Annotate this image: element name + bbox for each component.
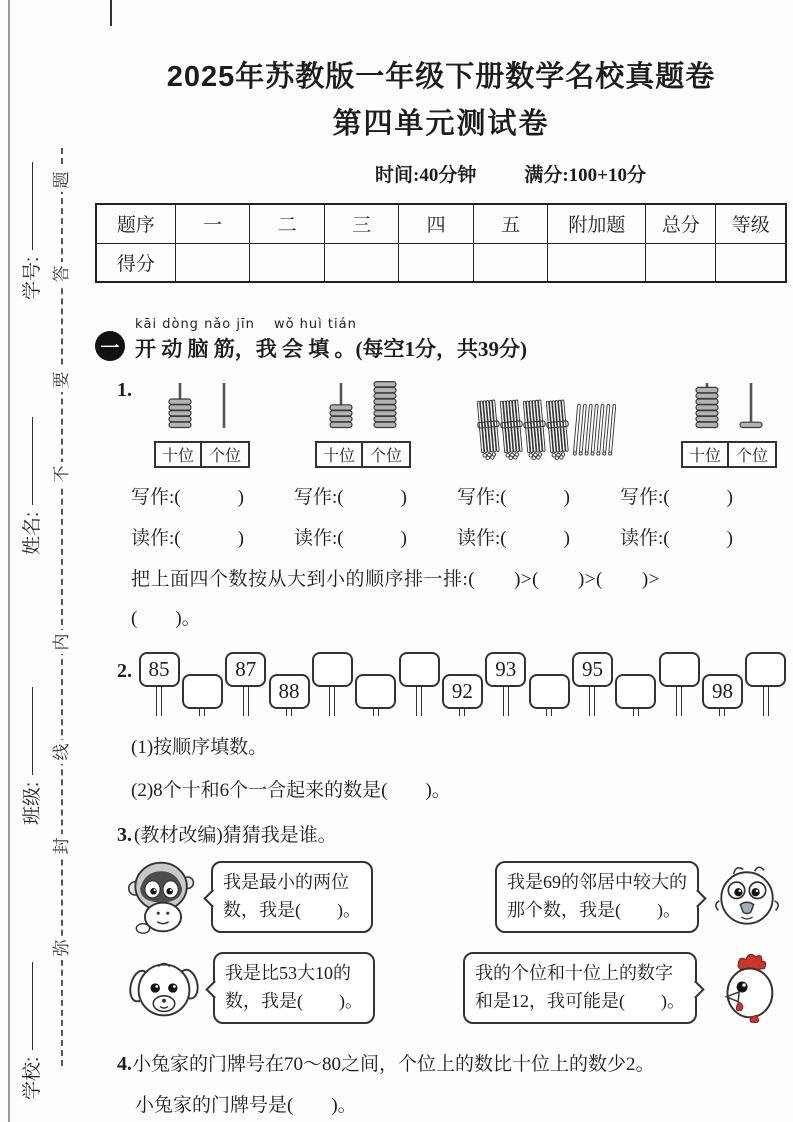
score-empty-cell bbox=[716, 243, 786, 282]
read-as-blank: 读作:( ) bbox=[620, 528, 733, 549]
sign-post bbox=[373, 709, 379, 716]
number-sign-value: 98 bbox=[702, 674, 743, 709]
number-sign bbox=[268, 674, 310, 716]
score-table-header-cell: 五 bbox=[473, 204, 548, 243]
sticks-drawing bbox=[476, 396, 616, 464]
student-info-field bbox=[18, 900, 42, 1100]
place-value-labels bbox=[681, 441, 777, 468]
seal-line-character: 答 bbox=[50, 262, 74, 286]
question-3-row-1 bbox=[123, 857, 787, 937]
student-info-field bbox=[18, 355, 42, 555]
read-as-blank: 读作:( ) bbox=[457, 528, 570, 549]
number-sign bbox=[701, 674, 743, 716]
sign-post bbox=[243, 687, 249, 716]
section-pinyin: kāi dòng nǎo jīn wǒ huì tián bbox=[135, 317, 357, 332]
sign-post bbox=[416, 687, 422, 716]
dog-icon bbox=[123, 947, 205, 1029]
section-1-header bbox=[95, 313, 787, 363]
number-sign bbox=[441, 674, 483, 716]
read-as-row bbox=[131, 523, 787, 550]
sign-post bbox=[503, 687, 509, 716]
ordering-prompt-cont: ( )。 bbox=[131, 608, 201, 629]
number-sign bbox=[398, 652, 440, 716]
question-4-number: 4. bbox=[117, 1053, 132, 1075]
number-sign bbox=[138, 652, 180, 716]
write-as-blank: 写作:( ) bbox=[131, 487, 244, 508]
number-sign bbox=[181, 674, 223, 716]
question-3-text: (教材改编)猜猜我是谁。 bbox=[134, 825, 337, 846]
number-sign bbox=[485, 652, 527, 716]
score-table-header-cell: 题序 bbox=[96, 204, 175, 243]
sign-post bbox=[633, 709, 639, 716]
question-1 bbox=[117, 379, 787, 468]
speech-bubble bbox=[463, 952, 697, 1024]
main-content bbox=[95, 0, 787, 1117]
abacus-figure bbox=[315, 381, 411, 468]
abacus-rods bbox=[154, 381, 250, 441]
read-as-blank: 读作:( ) bbox=[294, 528, 407, 549]
bubble-text: 我是最小的两位 bbox=[223, 872, 349, 893]
place-value-cell: 十位 bbox=[681, 441, 729, 468]
seal-line-character: 不 bbox=[50, 462, 74, 486]
write-as-blank: 写作:( ) bbox=[457, 487, 570, 508]
bubble-text: 数，我是( )。 bbox=[225, 991, 363, 1011]
student-info-field bbox=[18, 100, 42, 300]
score-table-header-cell: 二 bbox=[250, 204, 325, 243]
number-sign bbox=[615, 674, 657, 716]
bubble-text: 那个数，我是( )。 bbox=[507, 900, 681, 920]
place-value-cell: 个位 bbox=[363, 441, 411, 468]
abacus-rods bbox=[315, 381, 411, 441]
paper-subtitle: 第四单元测试卷 bbox=[332, 108, 550, 140]
number-sign bbox=[745, 652, 787, 716]
question-2-sub1: (1)按顺序填数。 bbox=[131, 737, 268, 758]
abacus-figure bbox=[154, 381, 250, 468]
question-2-sub2: (2)8个十和6个一合起来的数是( )。 bbox=[131, 780, 451, 801]
number-sign-blank bbox=[355, 674, 396, 709]
fill-in-line bbox=[32, 962, 33, 1050]
seal-line-character: 线 bbox=[50, 740, 74, 764]
sign-post bbox=[459, 709, 465, 716]
place-value-labels bbox=[315, 441, 411, 468]
write-as-blank: 写作:( ) bbox=[294, 487, 407, 508]
question-1-number: 1. bbox=[117, 379, 132, 401]
score-empty-cell bbox=[473, 243, 548, 282]
sign-post bbox=[199, 709, 205, 716]
student-info-label: 学校: bbox=[21, 1056, 43, 1100]
score-empty-cell bbox=[324, 243, 399, 282]
score-table-score-row bbox=[96, 243, 786, 282]
abacus-figure bbox=[681, 381, 777, 468]
abacus-rods bbox=[681, 381, 777, 441]
place-value-cell: 个位 bbox=[729, 441, 777, 468]
write-as-blank: 写作:( ) bbox=[620, 487, 733, 508]
score-empty-cell bbox=[250, 243, 325, 282]
number-sign bbox=[658, 652, 700, 716]
number-sign bbox=[528, 674, 570, 716]
sign-post bbox=[329, 687, 335, 716]
number-sign bbox=[311, 652, 353, 716]
speech-bubble bbox=[213, 952, 375, 1024]
score-table-header-row bbox=[96, 204, 786, 243]
paper-title: 2025年苏教版一年级下册数学名校真题卷 bbox=[166, 61, 716, 93]
place-value-cell: 个位 bbox=[202, 441, 250, 468]
score-empty-cell bbox=[399, 243, 474, 282]
number-sign bbox=[571, 652, 613, 716]
exam-info bbox=[375, 160, 787, 187]
sign-post bbox=[589, 687, 595, 716]
speech-bubble bbox=[211, 861, 373, 933]
sign-post bbox=[719, 709, 725, 716]
number-sign bbox=[355, 674, 397, 716]
number-sign bbox=[225, 652, 267, 716]
sign-post bbox=[546, 709, 552, 716]
number-sign-value: 93 bbox=[485, 652, 526, 687]
question-1-figures bbox=[132, 379, 787, 468]
score-table-header-cell: 四 bbox=[399, 204, 474, 243]
number-sign-value: 87 bbox=[225, 652, 266, 687]
number-sign-value: 95 bbox=[572, 652, 613, 687]
place-value-labels bbox=[154, 441, 250, 468]
score-empty-cell bbox=[175, 243, 250, 282]
number-sign-value: 92 bbox=[442, 674, 483, 709]
bubble-text: 和是12，我可能是( )。 bbox=[475, 991, 685, 1011]
sign-post bbox=[286, 709, 292, 716]
bubble-text: 我的个位和十位上的数字 bbox=[475, 963, 673, 984]
section-title: 开 动 脑 筋，我 会 填 。(每空1分，共39分) bbox=[135, 337, 527, 361]
seal-line-character: 弥 bbox=[50, 936, 74, 960]
number-sign-blank bbox=[312, 652, 353, 687]
student-info-label: 姓名: bbox=[21, 511, 43, 555]
fill-in-line bbox=[32, 417, 33, 505]
fill-in-line bbox=[32, 162, 33, 250]
bubble-text: 数，我是( )。 bbox=[223, 900, 361, 920]
place-value-cell: 十位 bbox=[154, 441, 202, 468]
write-as-row bbox=[131, 482, 787, 509]
seal-line-character: 内 bbox=[50, 630, 74, 654]
bubble-text: 我是比53大10的 bbox=[225, 963, 351, 984]
score-row-label: 得分 bbox=[96, 243, 175, 282]
number-sign-row bbox=[132, 652, 787, 716]
rooster-icon bbox=[705, 947, 787, 1029]
bird-icon bbox=[707, 857, 787, 937]
question-4 bbox=[117, 1049, 787, 1076]
question-3-row-2 bbox=[123, 947, 787, 1029]
score-empty-cell bbox=[646, 243, 716, 282]
question-3-number: 3. bbox=[117, 824, 132, 846]
page-edge-line bbox=[8, 0, 10, 1122]
question-2 bbox=[117, 652, 787, 716]
seal-line-character: 要 bbox=[50, 368, 74, 392]
number-sign-blank bbox=[529, 674, 570, 709]
number-sign-blank bbox=[182, 674, 223, 709]
number-sign-blank bbox=[399, 652, 440, 687]
score-table bbox=[95, 203, 787, 283]
score-table-header-cell: 附加题 bbox=[548, 204, 646, 243]
seal-line-character: 封 bbox=[50, 834, 74, 858]
score-table-header-cell: 三 bbox=[324, 204, 399, 243]
score-table-header-cell: 总分 bbox=[646, 204, 716, 243]
student-info-label: 学号: bbox=[21, 256, 43, 300]
sign-post bbox=[676, 687, 682, 716]
section-title-block bbox=[135, 313, 527, 363]
counting-sticks-figure bbox=[476, 396, 616, 468]
student-info-field bbox=[18, 625, 42, 825]
question-2-number: 2. bbox=[117, 660, 132, 682]
number-sign-blank bbox=[615, 674, 656, 709]
student-info-label: 班级: bbox=[21, 781, 43, 825]
read-as-blank: 读作:( ) bbox=[131, 528, 244, 549]
full-score: 满分:100+10分 bbox=[524, 165, 646, 186]
sign-post bbox=[156, 687, 162, 716]
number-sign-blank bbox=[659, 652, 700, 687]
number-sign-blank bbox=[745, 652, 786, 687]
number-sign-value: 85 bbox=[139, 652, 180, 687]
question-3-title bbox=[117, 820, 787, 847]
section-number-badge: 一 bbox=[95, 331, 125, 361]
score-empty-cell bbox=[548, 243, 646, 282]
place-value-cell: 十位 bbox=[315, 441, 363, 468]
monkey-icon bbox=[123, 857, 203, 937]
score-table-header-cell: 一 bbox=[175, 204, 250, 243]
question-4-text: 小兔家的门牌号在70～80之间，个位上的数比十位上的数少2。 bbox=[132, 1054, 655, 1075]
ordering-prompt: 把上面四个数按从大到小的顺序排一排:( )>( )>( )> bbox=[131, 569, 660, 590]
number-sign-value: 88 bbox=[269, 674, 310, 709]
speech-bubble bbox=[495, 861, 699, 933]
sign-post bbox=[763, 687, 769, 716]
question-4-cont: 小兔家的门牌号是( )。 bbox=[135, 1095, 357, 1116]
time-limit: 时间:40分钟 bbox=[375, 165, 477, 186]
seal-line-character: 题 bbox=[50, 168, 74, 192]
score-table-header-cell: 等级 bbox=[716, 204, 786, 243]
bubble-text: 我是69的邻居中较大的 bbox=[507, 872, 687, 893]
fill-in-line bbox=[32, 687, 33, 775]
